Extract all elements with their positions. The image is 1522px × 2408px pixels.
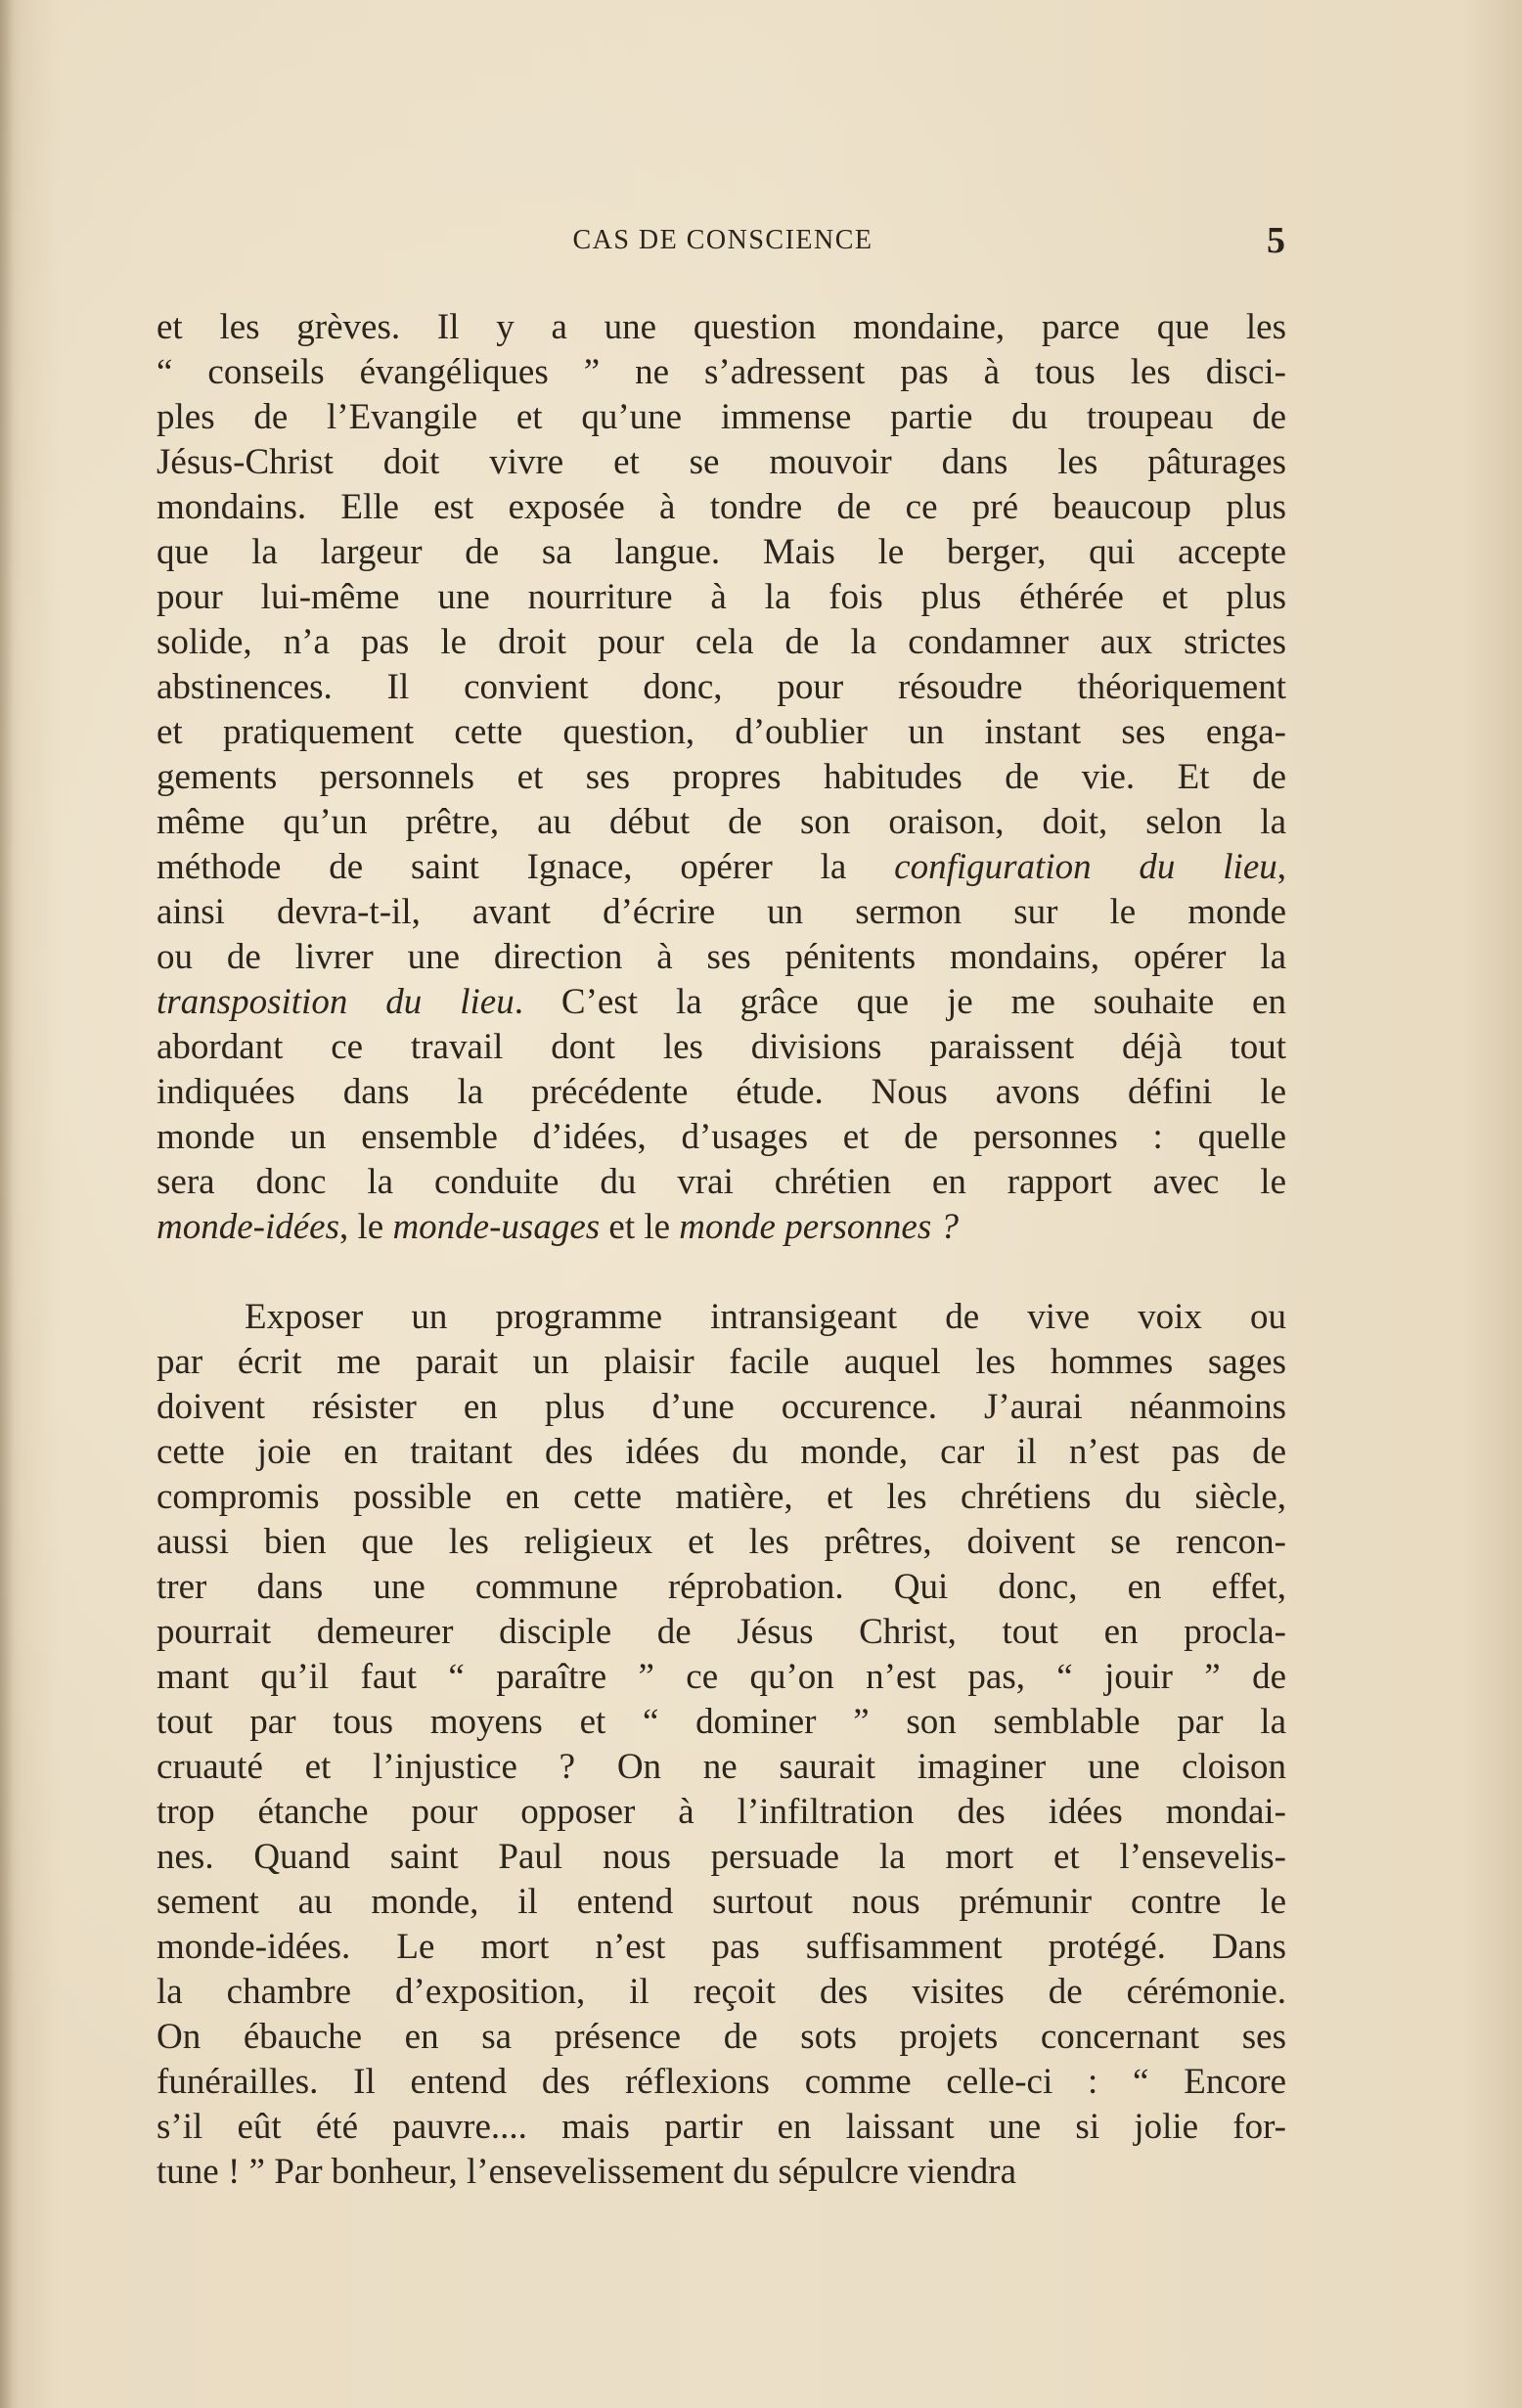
text-line (157, 620, 1286, 665)
text-line (157, 665, 1286, 710)
text-run: sement au monde, il entend surtout nous prémunir contre le (157, 1882, 1286, 1922)
text-line (157, 935, 1286, 980)
text-run: sera donc la conduite du vrai chrétien en rapport avec le (157, 1162, 1286, 1202)
running-head (160, 221, 1285, 264)
text-run: abordant ce travail dont les divisions paraissent déjà tout (157, 1027, 1286, 1067)
text-line (157, 2015, 1286, 2060)
text-run: doivent résister en plus d’une occurence. J’aurai néanmoins (157, 1387, 1286, 1427)
text-run: trer dans une commune réprobation. Qui donc, en effet, (157, 1567, 1286, 1607)
text-line (157, 1835, 1286, 1880)
italic-text: monde personnes ? (679, 1207, 959, 1247)
italic-text: configuration du lieu (894, 847, 1277, 887)
text-run: méthode de saint Ignace, opérer la (157, 847, 895, 887)
italic-text: monde-usages (392, 1207, 601, 1247)
text-run: même qu’un prêtre, au début de son oraison, doit, selon la (157, 802, 1286, 842)
text-line (157, 2150, 1286, 2195)
text-run: gements personnels et ses propres habitudes de vie. Et de (157, 757, 1286, 797)
text-run: “ conseils évangéliques ” ne s’adressent pas à tous les disci- (157, 352, 1286, 392)
text-line (157, 1160, 1286, 1205)
text-line (157, 755, 1286, 800)
running-title: CAS DE CONSCIENCE (572, 225, 873, 255)
text-line (157, 845, 1286, 890)
text-line (157, 2105, 1286, 2150)
text-run: mant qu’il faut “ paraître ” ce qu’on n’est pas, “ jouir ” de (157, 1657, 1286, 1697)
text-run: ples de l’Evangile et qu’une immense partie du troupeau de (157, 397, 1286, 437)
text-run: et le (600, 1207, 680, 1247)
paragraph-gap (157, 1250, 1286, 1295)
text-line (157, 530, 1286, 575)
text-run: solide, n’a pas le droit pour cela de la condamner aux strictes (157, 622, 1286, 662)
text-line (157, 1295, 1286, 1340)
text-line (157, 1430, 1286, 1475)
text-line (157, 890, 1286, 935)
text-run: On ébauche en sa présence de sots projets concernant ses (157, 2017, 1286, 2057)
binding-shadow (0, 0, 14, 2408)
text-line (157, 1970, 1286, 2015)
paragraph (157, 1295, 1286, 2195)
text-line (157, 1385, 1286, 1430)
text-line (157, 1880, 1286, 1925)
paragraph (157, 305, 1286, 1250)
text-run: . C’est la grâce que je me souhaite en (514, 982, 1286, 1022)
text-run: funérailles. Il entend des réflexions comme celle-ci : “ Encore (157, 2062, 1286, 2102)
text-run: que la largeur de sa langue. Mais le berger, qui accepte (157, 532, 1286, 572)
text-line (157, 350, 1286, 395)
text-run: nes. Quand saint Paul nous persuade la mort et l’ensevelis- (157, 1837, 1286, 1877)
text-line (157, 1790, 1286, 1835)
page-number: 5 (1267, 220, 1285, 261)
text-run: mondains. Elle est exposée à tondre de ce pré beaucoup plus (157, 487, 1286, 527)
text-run: cette joie en traitant des idées du monde, car il n’est pas de (157, 1432, 1286, 1472)
text-line (157, 1070, 1286, 1115)
text-run: et les grèves. Il y a une question mondaine, parce que les (157, 307, 1286, 347)
text-line (157, 1925, 1286, 1970)
text-line (157, 1205, 1286, 1250)
text-run: Exposer un programme intransigeant de vive voix ou (245, 1297, 1286, 1337)
text-line (157, 980, 1286, 1025)
text-run: abstinences. Il convient donc, pour résoudre théoriquement (157, 667, 1286, 707)
text-run: par écrit me parait un plaisir facile auquel les hommes sages (157, 1342, 1286, 1382)
text-line (157, 2060, 1286, 2105)
body-text (157, 305, 1286, 2195)
text-line (157, 800, 1286, 845)
text-run: , le (339, 1207, 393, 1247)
text-run: monde-idées. Le mort n’est pas suffisamment protégé. Dans (157, 1927, 1286, 1967)
text-line (157, 1475, 1286, 1520)
text-line (157, 1745, 1286, 1790)
text-run: la chambre d’exposition, il reçoit des visites de cérémonie. (157, 1972, 1286, 2012)
text-line (157, 1115, 1286, 1160)
text-run: indiquées dans la précédente étude. Nous avons défini le (157, 1072, 1286, 1112)
text-run: Jésus-Christ doit vivre et se mouvoir dans les pâturages (157, 442, 1286, 482)
text-run: pourrait demeurer disciple de Jésus Christ, tout en procla- (157, 1612, 1286, 1652)
text-line (157, 305, 1286, 350)
text-run: , (1276, 847, 1286, 887)
text-line (157, 1610, 1286, 1655)
text-run: ainsi devra-t-il, avant d’écrire un sermon sur le monde (157, 892, 1286, 932)
text-run: et pratiquement cette question, d’oublier un instant ses enga- (157, 712, 1286, 752)
text-run: cruauté et l’injustice ? On ne saurait imaginer une cloison (157, 1747, 1286, 1787)
text-line (157, 1520, 1286, 1565)
text-run: tune ! ” Par bonheur, l’ensevelissement du sépulcre viendra (157, 2152, 1017, 2192)
text-line (157, 440, 1286, 485)
text-line (157, 1700, 1286, 1745)
italic-text: monde-idées (157, 1207, 339, 1247)
italic-text: transposition du lieu (157, 982, 515, 1022)
text-run: tout par tous moyens et “ dominer ” son semblable par la (157, 1702, 1286, 1742)
text-line (157, 710, 1286, 755)
text-line (157, 1340, 1286, 1385)
text-run: monde un ensemble d’idées, d’usages et de personnes : quelle (157, 1117, 1286, 1157)
text-line (157, 395, 1286, 440)
text-run: ou de livrer une direction à ses pénitents mondains, opérer la (157, 937, 1286, 977)
text-run: aussi bien que les religieux et les prêtres, doivent se rencon- (157, 1522, 1286, 1562)
text-line (157, 1655, 1286, 1700)
text-run: compromis possible en cette matière, et les chrétiens du siècle, (157, 1477, 1286, 1517)
text-line (157, 575, 1286, 620)
text-run: trop étanche pour opposer à l’infiltration des idées mondai- (157, 1792, 1286, 1832)
text-line (157, 485, 1286, 530)
text-run: s’il eût été pauvre.... mais partir en laissant une si jolie for- (157, 2107, 1286, 2147)
text-line (157, 1025, 1286, 1070)
text-run: pour lui-même une nourriture à la fois plus éthérée et plus (157, 577, 1286, 617)
text-line (157, 1565, 1286, 1610)
